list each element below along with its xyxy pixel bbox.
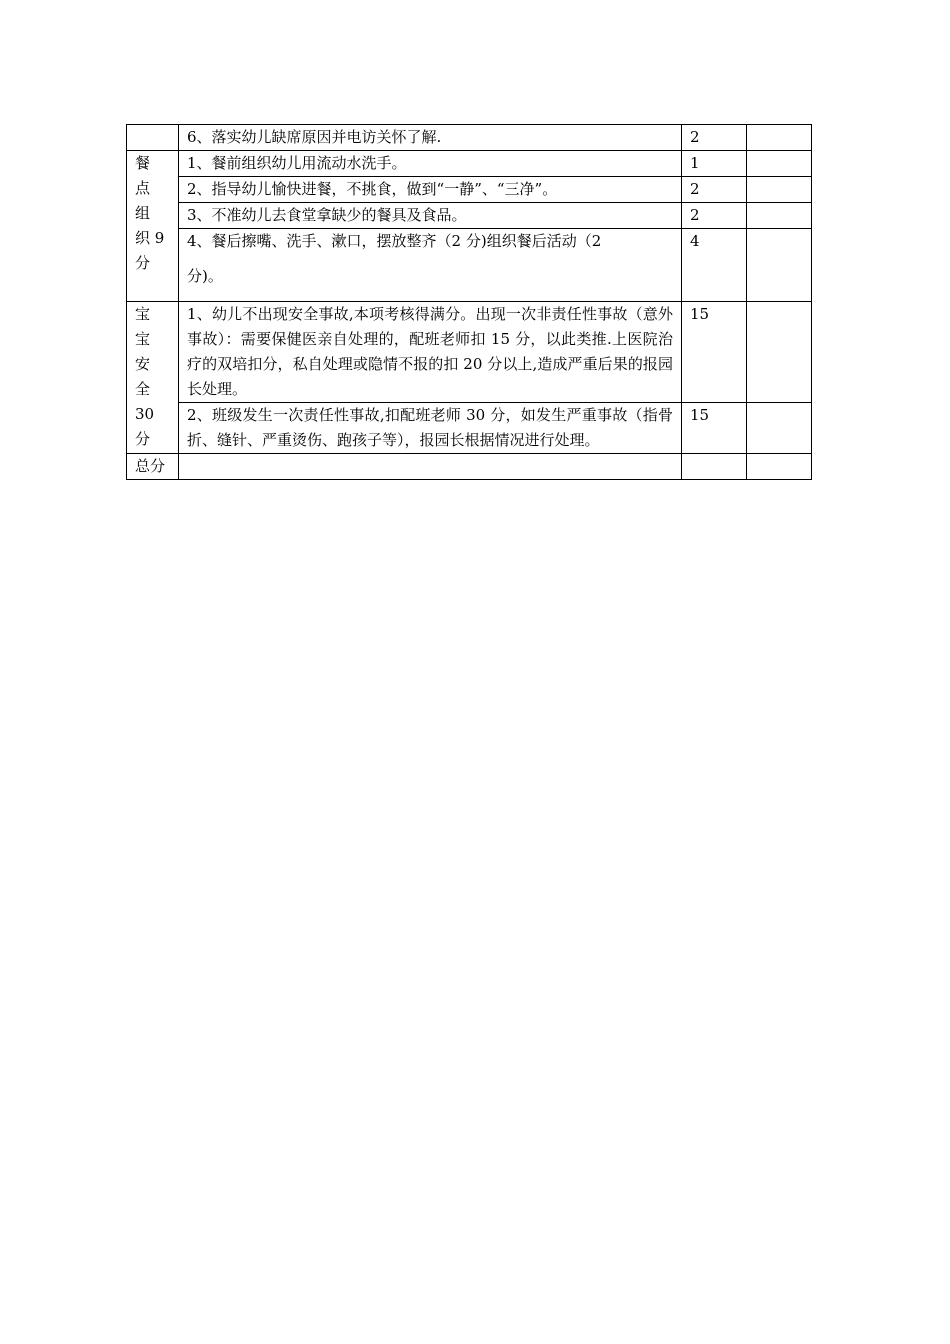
item-text (179, 229, 682, 302)
category-char: 安 (135, 355, 151, 373)
table-row (127, 125, 812, 151)
category-cell-empty (127, 125, 179, 151)
item-text: 1、餐前组织幼儿用流动水洗手。 (179, 151, 682, 177)
table-row (127, 151, 812, 177)
item-points: 2 (682, 177, 747, 203)
item-text: 3、不准幼儿去食堂拿缺少的餐具及食品。 (179, 203, 682, 229)
item-points: 2 (682, 125, 747, 151)
category-char: 宝 (135, 305, 151, 323)
score-cell (747, 151, 812, 177)
item-points: 15 (682, 403, 747, 454)
table-row (127, 177, 812, 203)
category-safety (127, 302, 179, 454)
total-points-cell (682, 454, 747, 480)
item-points: 1 (682, 151, 747, 177)
score-cell (747, 403, 812, 454)
total-score-cell (747, 454, 812, 480)
item-text-line: 4、餐后擦嘴、洗手、漱口，摆放整齐（2 分)组织餐后活动（2 (187, 232, 602, 250)
category-char: 点 (135, 179, 151, 197)
category-char: 30 (135, 405, 155, 423)
category-char: 织 9 (135, 229, 165, 247)
score-cell (747, 177, 812, 203)
category-char: 分 (135, 254, 151, 272)
item-text: 2、班级发生一次责任性事故,扣配班老师 30 分，如发生严重事故（指骨折、缝针、严重烫伤、跑孩子等），报园长根据情况进行处理。 (179, 403, 682, 454)
score-cell (747, 203, 812, 229)
table-row (127, 403, 812, 454)
item-points: 4 (682, 229, 747, 302)
item-text: 2、指导幼儿愉快进餐，不挑食，做到“一静”、“三净”。 (179, 177, 682, 203)
category-meal (127, 151, 179, 302)
category-char: 组 (135, 204, 151, 222)
assessment-table (126, 124, 812, 480)
item-points: 15 (682, 302, 747, 403)
item-points: 2 (682, 203, 747, 229)
total-item-cell (179, 454, 682, 480)
score-cell (747, 125, 812, 151)
item-text-line: 分)。 (187, 267, 223, 285)
table-row (127, 203, 812, 229)
table-row (127, 302, 812, 403)
table-row (127, 229, 812, 302)
total-label: 总分 (127, 454, 179, 480)
item-text: 1、幼儿不出现安全事故,本项考核得满分。出现一次非责任性事故（意外事故）：需要保健医亲自处理的，配班老师扣 15 分，以此类推.上医院治疗的双培扣分，私自处理或隐情不报的扣 20 分以上,造成严重后果的报园长处理。 (179, 302, 682, 403)
category-char: 全 (135, 380, 151, 398)
category-char: 宝 (135, 330, 151, 348)
table-row-total (127, 454, 812, 480)
item-text: 6、落实幼儿缺席原因并电访关怀了解. (179, 125, 682, 151)
category-char: 餐 (135, 154, 151, 172)
score-cell (747, 229, 812, 302)
score-cell (747, 302, 812, 403)
category-char: 分 (135, 430, 151, 448)
